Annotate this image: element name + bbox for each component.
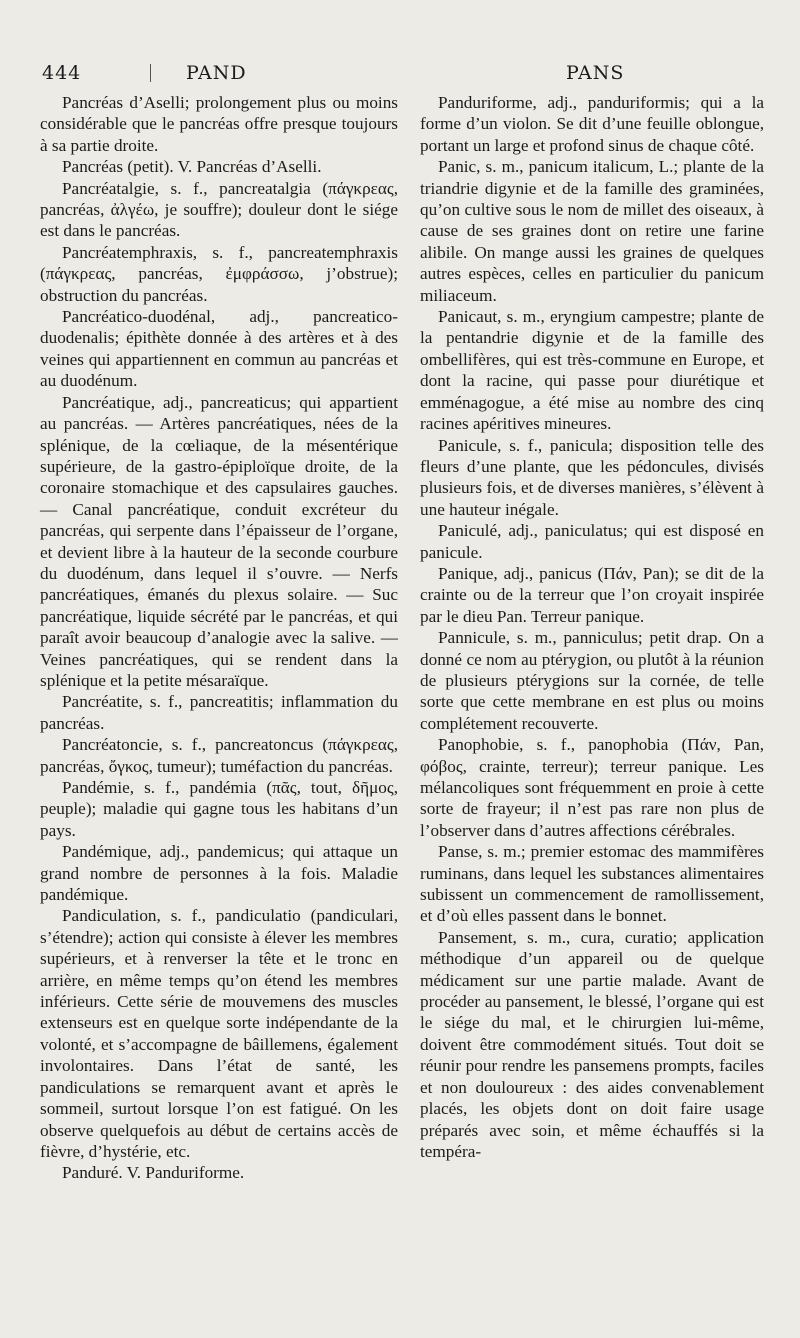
entry: Panique, adj., panicus (Πάν, Pan); se dit de la crainte ou de la terreur que l’on croyait inspirée par le dieu Pan. Terreur panique. [420, 563, 764, 626]
header-rule [150, 64, 151, 82]
running-head-right: PANS [566, 62, 625, 84]
entry: Panicaut, s. m., eryngium campestre; plante de la pentandrie digynie et de la famille des ombellifères, qui est très-commune en Europe, et dont la racine, qui passe pour diurétique et emménagogue, a été mise au nombre des cinq racines apéritives mineures. [420, 307, 764, 434]
entry: Pancréas (petit). V. Pancréas d’Aselli. [62, 157, 322, 177]
entry: Panduré. V. Panduriforme. [62, 1163, 245, 1183]
left-column [40, 92, 398, 1184]
entry: Pandémique, adj., pandemicus; qui attaque un grand nombre de personnes à la fois. Maladie pandémique. [40, 842, 398, 905]
entry: Pannicule, s. m., panniculus; petit drap. On a donné ce nom au ptérygion, ou plutôt à la réunion de plusieurs ptérygions sur la cornée, de telle sorte que cette membrane en est plus ou moins complétement recouverte. [420, 628, 764, 733]
entry: Pancréatique, adj., pancreaticus; qui appartient au pancréas. — Artères pancréatiques, nées de la splénique, de la cœliaque, de la mésentérique supérieure, de la gastro-épiploïque droite, de la coronaire stomachique et des capsulaires gauches. — Canal pancréatique, conduit excréteur du pancréas, qui serpente dans l’épaisseur de l’organe, et devient libre à la hauteur de la seconde courbure du duodénum, dans lequel il s’ouvre. — Nerfs pancréatiques, émanés du plexus solaire. — Suc pancréatique, liquide sécrété par le pancréas, et qui paraît avoir beaucoup d’analogie avec la salive. — Veines pancréatiques, qui se rendent dans la splénique et la petite mésaraïque. [40, 392, 398, 690]
entry: Pandiculation, s. f., pandiculatio (pandiculari, s’étendre); action qui consiste à élever les membres supérieurs, et à renverser la tête et le tronc en arrière, en même temps qu’on étend les membres inférieurs. Cette série de mouvemens des muscles extenseurs est en quelque sorte indépendante de la volonté, et s’accompagne de bâillemens, également involontaires. Dans l’état de santé, les pandiculations se remarquent avant et après le sommeil, surtout lorsque l’on est fatigué. On les observe quelquefois au début de certains accès de fièvre, d’hystérie, etc. [40, 906, 398, 1161]
entry: Pancréatemphraxis, s. f., pancreatemphraxis (πάγκρεας, pancréas, ἐμφράσσω, j’obstrue); obstruction du pancréas. [40, 242, 398, 305]
entry: Panophobie, s. f., panophobia (Πάν, Pan, φόβος, crainte, terreur); terreur panique. Les mélancoliques sont fréquemment en proie à cette sorte de frayeur; il n’est pas rare non plus de l’observer dans d’autres affections cérébrales. [420, 735, 764, 840]
entry: Panic, s. m., panicum italicum, L.; plante de la triandrie digynie et de la famille des graminées, qu’on cultive sous le nom de millet des oiseaux, à cause de ses graines dont on retire une farine alibile. On mange aussi les graines de quelques autres espèces, celles en particulier du panicum miliaceum. [420, 157, 764, 305]
entry: Pancréatalgie, s. f., pancreatalgia (πάγκρεας, pancréas, ἀλγέω, je souffre); douleur dont le siége est dans le pancréas. [40, 178, 398, 241]
entry: Pancréas d’Aselli; prolongement plus ou moins considérable que le pancréas offre presque toujours à sa partie droite. [40, 93, 398, 155]
right-column [420, 92, 764, 1162]
page-number: 444 [42, 62, 82, 84]
entry: Panse, s. m.; premier estomac des mammifères ruminans, dans lequel les substances alimentaires subissent un commencement de ramollissement, et d’où elles passent dans le bonnet. [420, 842, 764, 926]
entry: Panduriforme, adj., panduriformis; qui a la forme d’un violon. Se dit d’une feuille oblongue, portant un large et profond sinus de chaque côté. [420, 93, 764, 155]
entry: Pandémie, s. f., pandémia (πᾶς, tout, δῆμος, peuple); maladie qui gagne tous les habitans d’un pays. [40, 778, 398, 840]
entry: Pansement, s. m., cura, curatio; application méthodique d’un appareil ou de quelque médicament sur une partie malade. Avant de procéder au pansement, le blessé, l’organe qui est le siége du mal, et le chirurgien lui-même, doivent être commodément situés. Tout doit se réunir pour rendre les pansemens prompts, faciles et non douloureux : des aides convenablement placés, les objets dont on doit faire usage préparés avec soin, et même échauffés si la tempéra- [420, 927, 764, 1161]
entry: Pancréatico-duodénal, adj., pancreatico-duodenalis; épithète donnée à des artères et à des veines qui appartiennent en commun au pancréas et au duodénum. [40, 307, 398, 391]
entry: Panicule, s. f., panicula; disposition telle des fleurs d’une plante, que les pédoncules, divisés plusieurs fois, et de diverses manières, s’élèvent à une hauteur inégale. [420, 435, 764, 519]
entry: Pancréatoncie, s. f., pancreatoncus (πάγκρεας, pancréas, ὄγκος, tumeur); tuméfaction du pancréas. [40, 735, 398, 776]
running-head-left: PAND [186, 62, 247, 84]
entry: Paniculé, adj., paniculatus; qui est disposé en panicule. [420, 521, 764, 562]
entry: Pancréatite, s. f., pancreatitis; inflammation du pancréas. [40, 692, 398, 733]
